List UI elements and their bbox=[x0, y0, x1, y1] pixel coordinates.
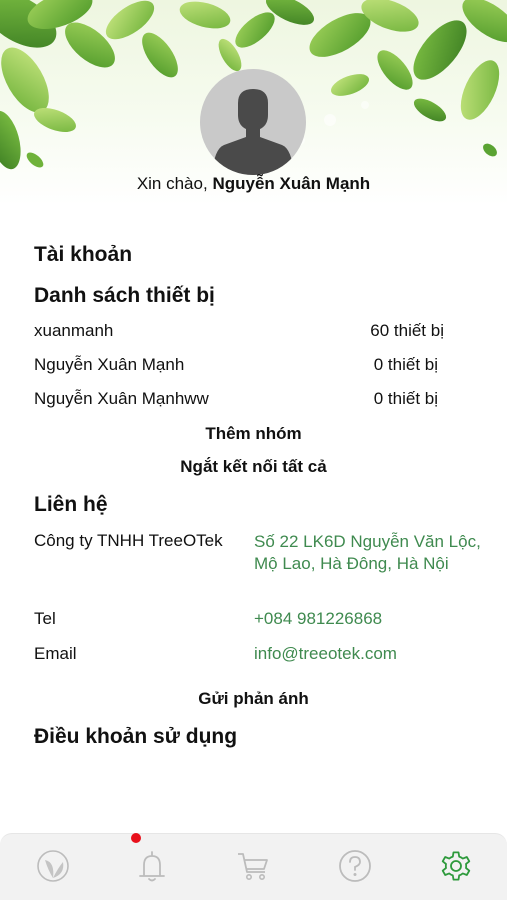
greeting bbox=[0, 174, 507, 194]
email-label: Email bbox=[34, 644, 77, 663]
notification-badge bbox=[131, 833, 141, 843]
plant-icon bbox=[35, 848, 71, 884]
device-group-name[interactable]: Nguyễn Xuân Mạnh bbox=[34, 355, 185, 374]
tab-cart[interactable] bbox=[235, 848, 271, 884]
company-address-link[interactable]: Số 22 LK6D Nguyễn Văn Lộc, Mộ Lao, Hà Đông, Hà Nội bbox=[254, 532, 481, 573]
tab-help[interactable] bbox=[337, 848, 373, 884]
account-title[interactable]: Tài khoản bbox=[34, 243, 133, 266]
add-group-button[interactable]: Thêm nhóm bbox=[205, 424, 302, 443]
profile-header bbox=[0, 0, 507, 205]
contact-title: Liên hệ bbox=[34, 493, 108, 516]
greeting-prefix: Xin chào, bbox=[136, 174, 208, 193]
tel-link[interactable]: +084 981226868 bbox=[254, 609, 383, 628]
gear-icon bbox=[438, 848, 474, 884]
bottom-tab-bar bbox=[0, 833, 507, 900]
terms-of-use-link[interactable]: Điều khoản sử dụng bbox=[34, 725, 238, 748]
device-group-count: 0 thiết bị bbox=[373, 355, 438, 374]
tab-home[interactable] bbox=[35, 848, 71, 884]
device-group-count: 60 thiết bị bbox=[370, 321, 444, 340]
tab-settings[interactable] bbox=[438, 848, 474, 884]
help-icon bbox=[337, 848, 373, 884]
user-name: Nguyễn Xuân Mạnh bbox=[212, 174, 371, 193]
email-link[interactable]: info@treeotek.com bbox=[254, 644, 397, 663]
device-group-name[interactable]: Nguyễn Xuân Mạnhww bbox=[34, 389, 209, 408]
company-label: Công ty TNHH TreeOTek bbox=[34, 531, 223, 550]
send-feedback-button[interactable]: Gửi phản ánh bbox=[198, 689, 309, 708]
device-group-name[interactable]: xuanmanh bbox=[34, 321, 114, 340]
user-silhouette-icon bbox=[200, 69, 306, 175]
tel-label: Tel bbox=[34, 609, 56, 628]
disconnect-all-button[interactable]: Ngắt kết nối tất cả bbox=[180, 457, 327, 476]
avatar[interactable] bbox=[200, 69, 306, 175]
device-list-title: Danh sách thiết bị bbox=[34, 284, 215, 307]
bell-icon bbox=[134, 848, 170, 884]
cart-icon bbox=[235, 848, 271, 884]
device-group-count: 0 thiết bị bbox=[373, 389, 438, 408]
tab-notifications[interactable] bbox=[134, 848, 170, 884]
